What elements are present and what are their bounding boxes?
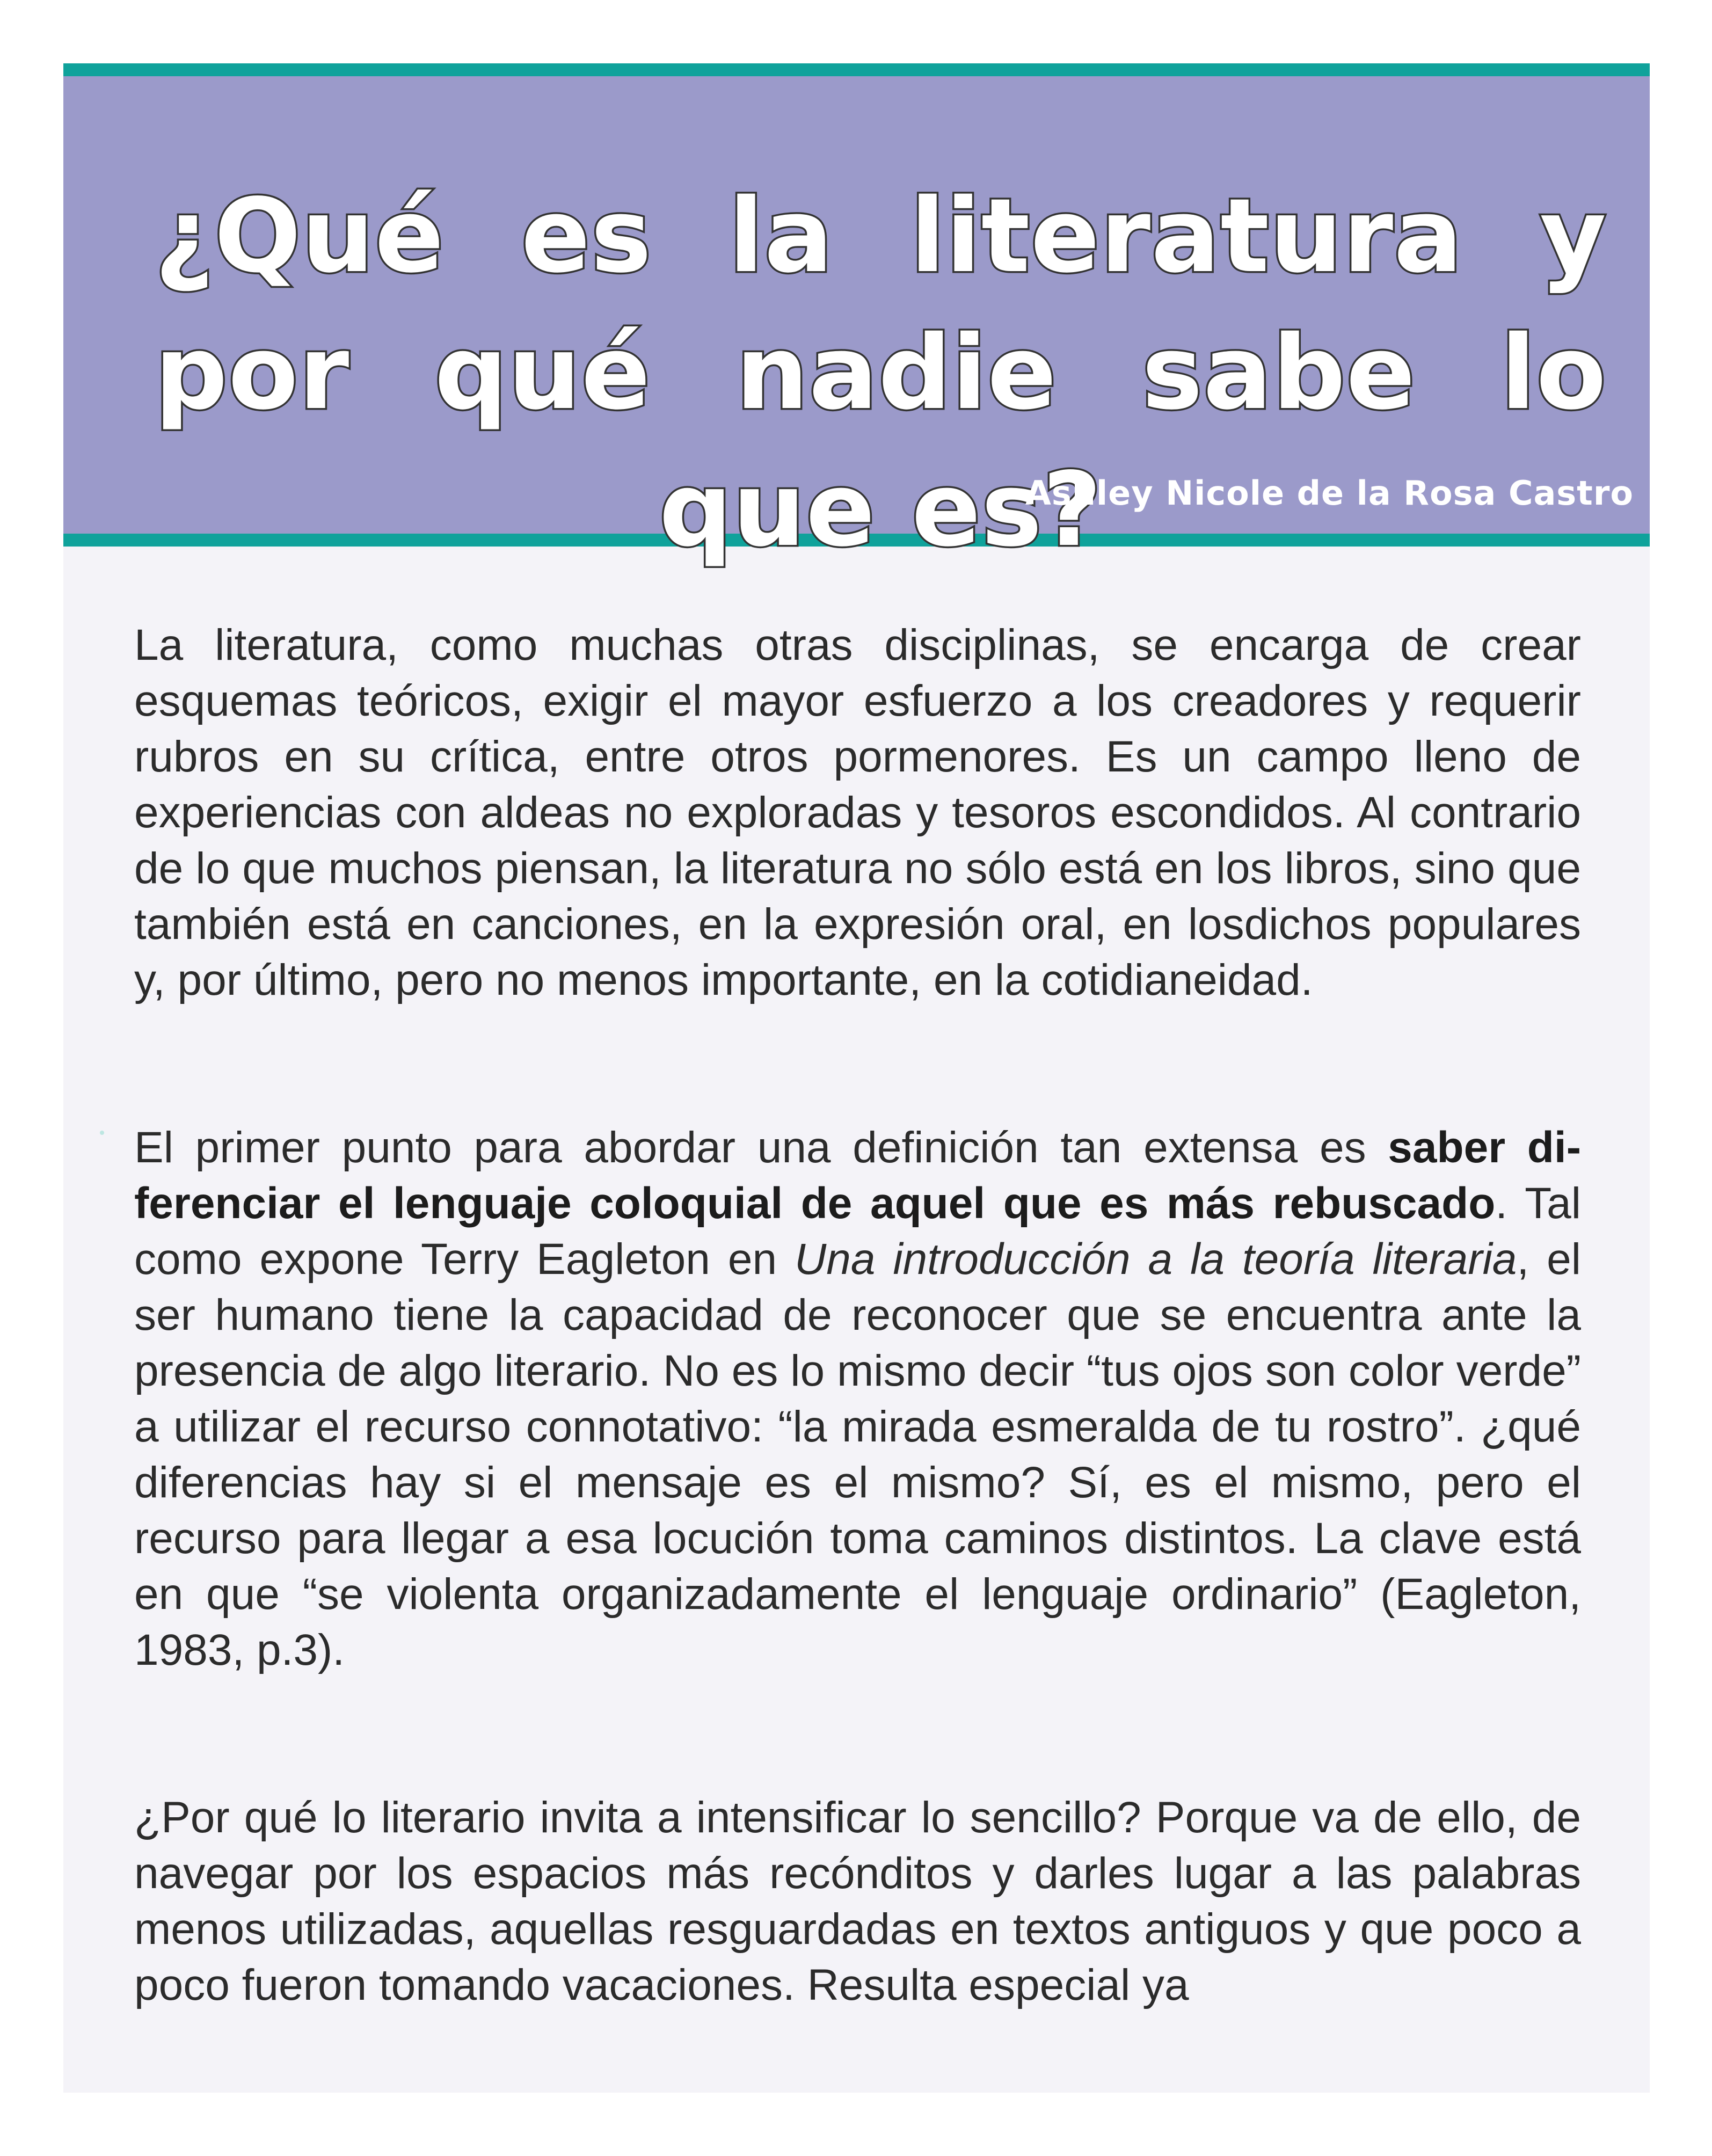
paragraph-2-text-end: , el ser humano tiene la capacidad de reconocer que se encuentra ante la presencia de algo literario. No es lo mismo decir “tus ojos son color verde” a utilizar el recurso connotativo: “la mirada esmeralda de tu rostro”. ¿qué diferencias hay si el mensaje es el mismo? Sí, es el mismo, pero el recurso para llegar a esa locución toma caminos distintos. La clave está en que “se violenta organizadamente el lenguaje ordinario” (Eagleton, 1983, p.3).	[134, 1235, 1581, 1674]
paragraph-2	[134, 1120, 1581, 1678]
paragraph-1: La literatura, como muchas otras disciplinas, se encarga de crear esquemas teóricos, exigir el mayor esfuerzo a los creadores y requerir rubros en su crítica, entre otros pormenores. Es un campo lleno de experiencias con aldeas no exploradas y tesoros escondidos. Al contrario de lo que muchos piensan, la literatura no sólo está en los libros, sino que también está en canciones, en la expresión oral, en losdichos populares y, por último, pero no menos importante, en la cotidianeidad.	[134, 621, 1581, 1004]
decorative-dot	[100, 1131, 104, 1135]
author-name: Ashley Nicole de la Rosa Castro	[1025, 474, 1634, 513]
paragraph-2-text-start: El primer punto para abordar una definición tan extensa es	[134, 1123, 1388, 1172]
paragraph-3: ¿Por qué lo literario invita a intensificar lo sencillo? Porque va de ello, de navegar por los espacios más recónditos y darles lugar a las palabras menos utilizadas, aquellas resguardadas en textos antiguos y que poco a poco fueron tomando vacaciones. Resulta especial ya	[134, 1793, 1581, 2009]
paragraph-2-text-middle: . Tal como expone Terry Eagleton en	[134, 1179, 1582, 1284]
book-title-citation: Una introducción a la teoría literaria	[795, 1235, 1517, 1284]
article-title: ¿Qué es la literatura y por qué nadie sabe lo que es?	[155, 177, 1607, 569]
article-body	[134, 617, 1581, 2013]
title-banner	[63, 63, 1650, 569]
paragraph-2-bold-phrase: saber diferenciar el lenguaje coloquial de aquel que es más rebuscado	[134, 1123, 1581, 1228]
